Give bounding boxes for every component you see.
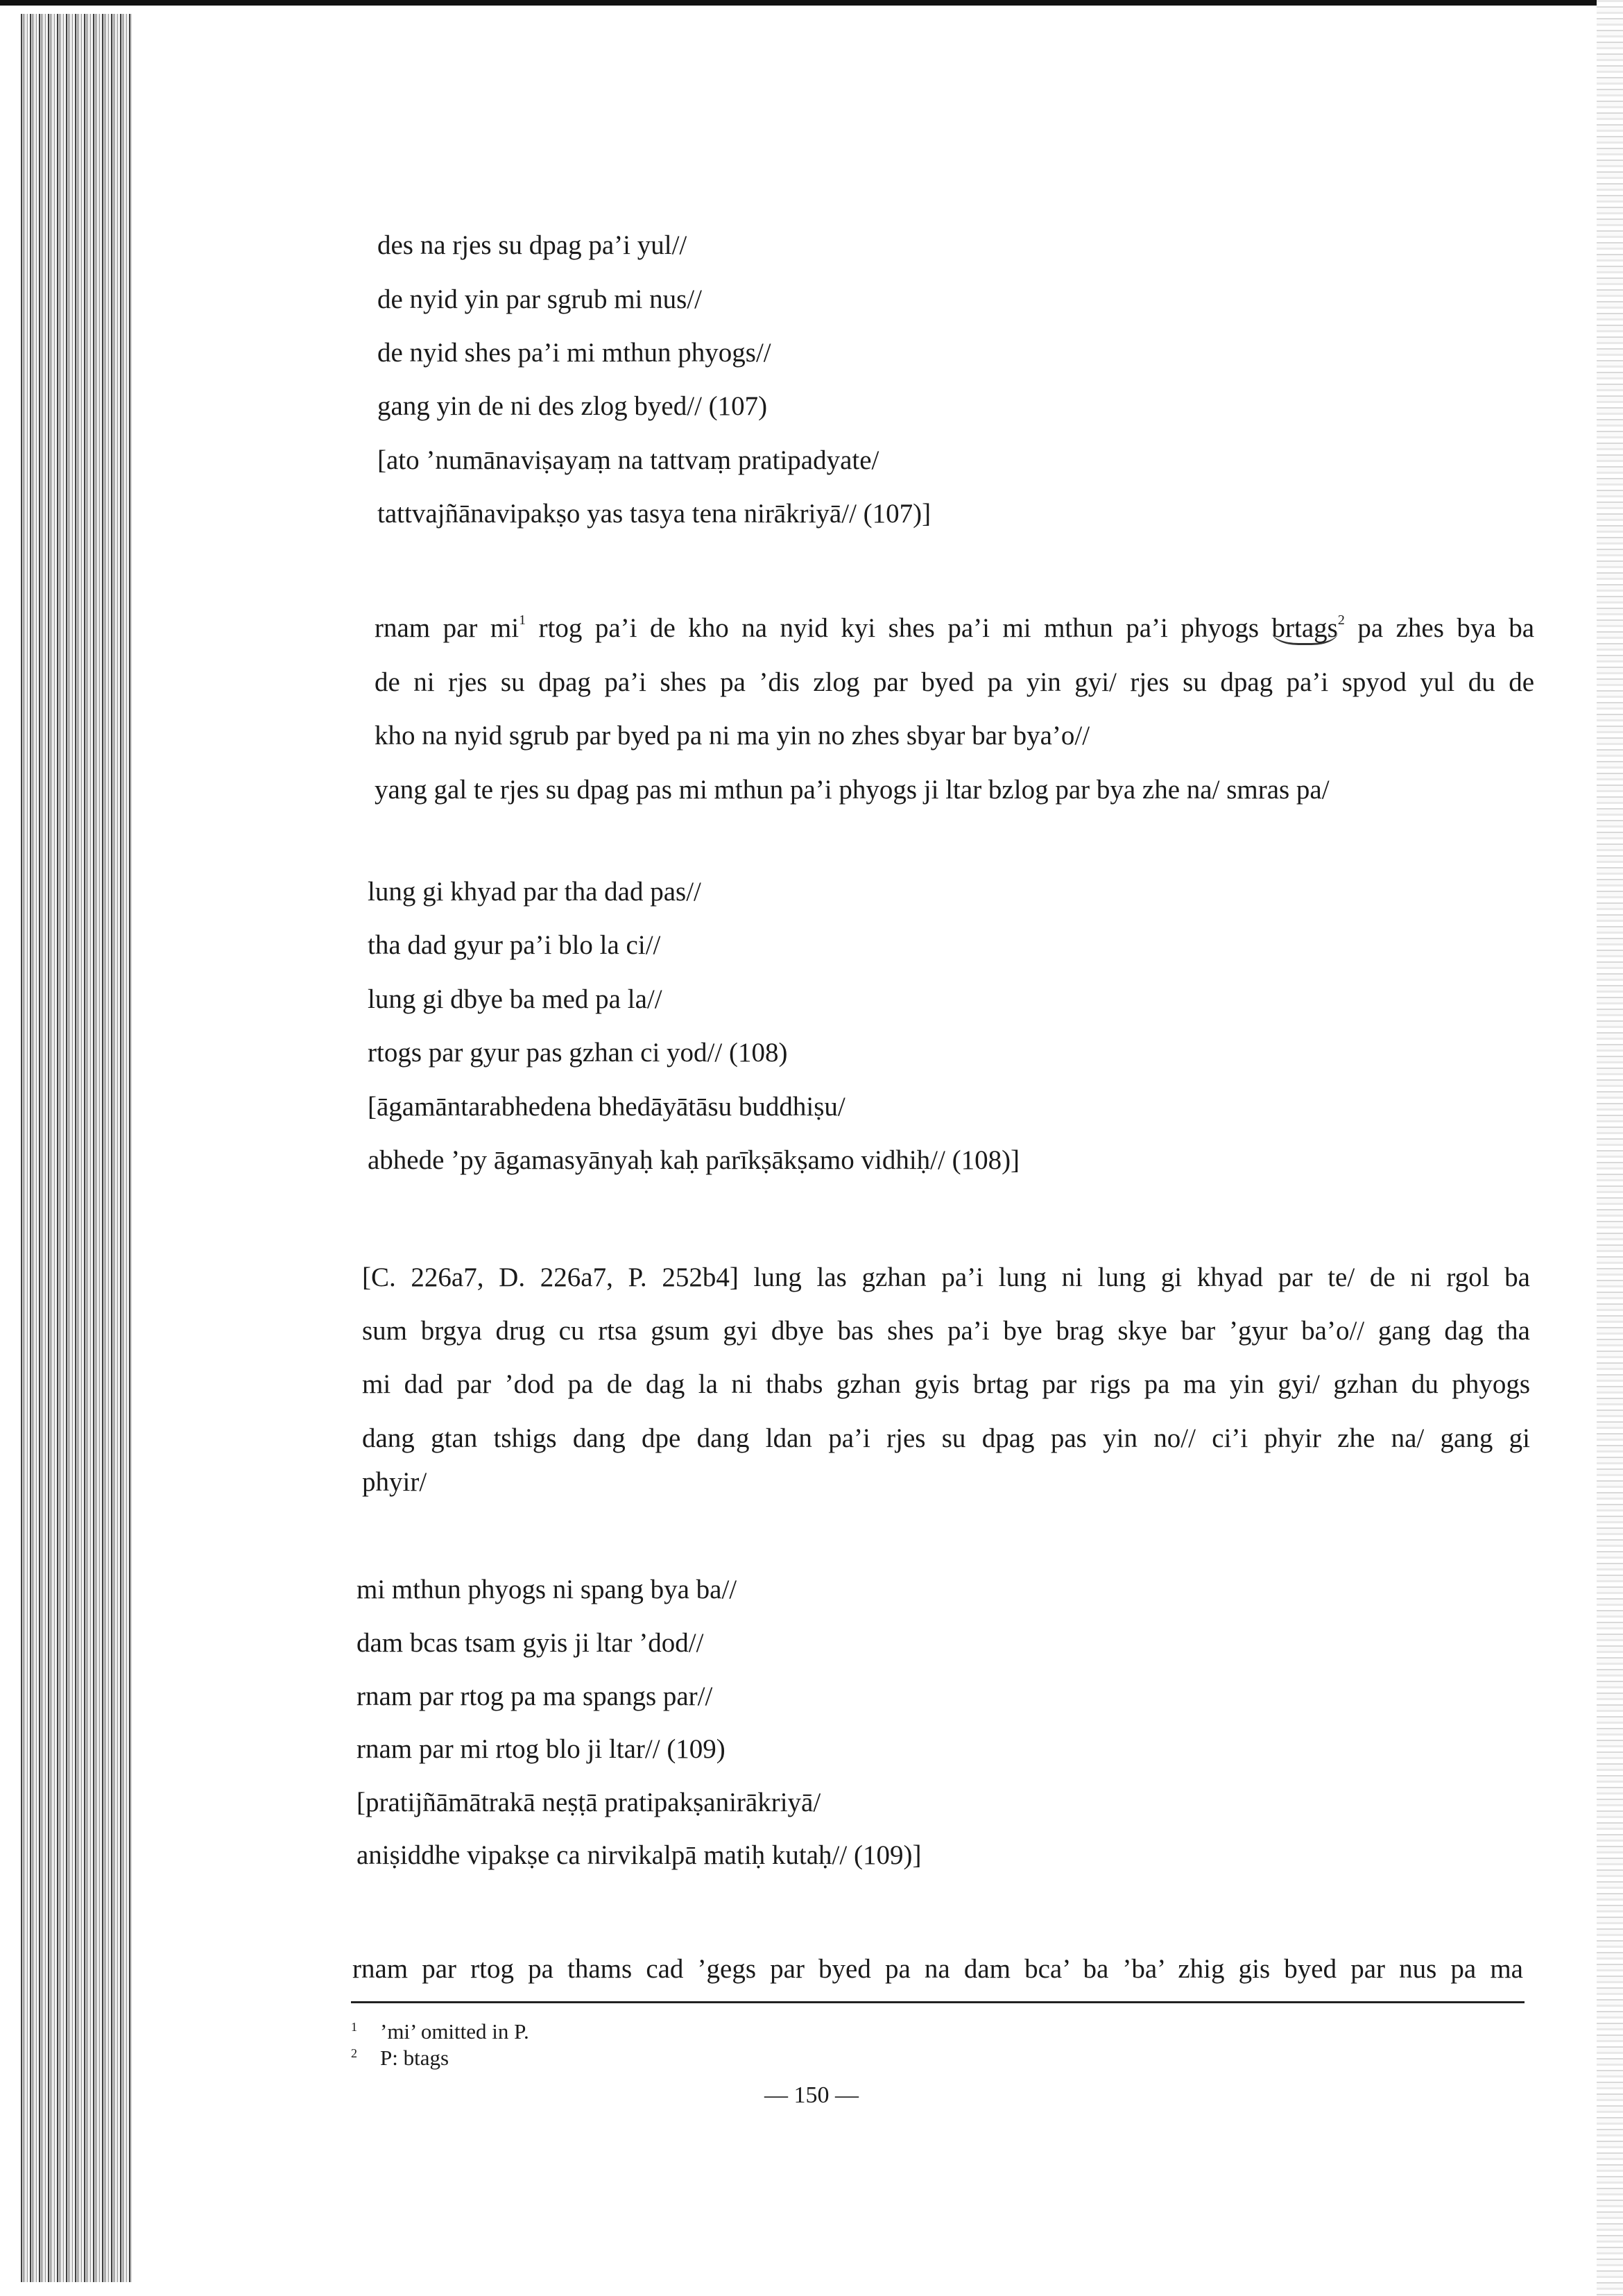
scan-top-edge xyxy=(0,0,1623,6)
verse-line: abhede ’py āgamasyānyaḥ kaḥ parīkṣākṣamo vidhiḥ// (108)] xyxy=(368,1145,1020,1175)
verse-line: [āgamāntarabhedena bhedāyātāsu buddhiṣu/ xyxy=(368,1092,845,1122)
footnote-rule xyxy=(351,2001,1525,2003)
commentary-line: kho na nyid sgrub par byed pa ni ma yin no zhes sbyar bar bya’o// xyxy=(375,721,1090,751)
footnote-mark: 2 xyxy=(351,2046,357,2060)
verse-line: [ato ’numānaviṣayaṃ na tattvaṃ pratipadyate/ xyxy=(377,445,879,475)
commentary-line: sum brgya drug cu rtsa gsum gyi dbye bas shes pa’i bye brag skye bar ’gyur ba’o// gang dag tha xyxy=(362,1316,1530,1346)
footnote-text: ’mi’ omitted in P. xyxy=(380,2019,529,2044)
scan-right-edge xyxy=(1597,0,1623,2296)
commentary-line: [C. 226a7, D. 226a7, P. 252b4] lung las gzhan pa’i lung ni lung gi khyad par te/ de ni rgol ba xyxy=(362,1262,1530,1292)
verse-line: de nyid shes pa’i mi mthun phyogs// xyxy=(377,338,771,368)
verse-line: tha dad gyur pa’i blo la ci// xyxy=(368,930,661,960)
verse-line: lung gi khyad par tha dad pas// xyxy=(368,877,701,907)
commentary-line: phyir/ xyxy=(362,1467,427,1497)
verse-line: rnam par mi rtog blo ji ltar// (109) xyxy=(357,1734,725,1764)
commentary-line: dang gtan tshigs dang dpe dang ldan pa’i rjes su dpag pas yin no// ci’i phyir zhe na/ gang gi xyxy=(362,1423,1530,1453)
verse-line: rtogs par gyur pas gzhan ci yod// (108) xyxy=(368,1038,788,1068)
footnote-text: P: btags xyxy=(380,2046,449,2070)
verse-line: dam bcas tsam gyis ji ltar ’dod// xyxy=(357,1628,704,1658)
commentary-line: rnam par rtog pa thams cad ’gegs par byed pa na dam bca’ ba ’ba’ zhig gis byed par nus pa ma xyxy=(352,1954,1523,1984)
verse-line: rnam par rtog pa ma spangs par// xyxy=(357,1681,713,1711)
verse-line: aniṣiddhe vipakṣe ca nirvikalpā matiḥ kutaḥ// (109)] xyxy=(357,1840,922,1870)
commentary-line: de ni rjes su dpag pa’i shes pa ’dis zlog par byed pa yin gyi/ rjes su dpag pa’i spyod yul du de xyxy=(375,667,1534,697)
commentary-line: yang gal te rjes su dpag pas mi mthun pa’i phyogs ji ltar bzlog par bya zhe na/ smras pa/ xyxy=(375,775,1330,805)
verse-line: tattvajñānavipakṣo yas tasya tena nirākriyā// (107)] xyxy=(377,499,931,529)
verse-line: des na rjes su dpag pa’i yul// xyxy=(377,230,687,260)
footnote-mark: 1 xyxy=(351,2020,357,2034)
commentary-line: rnam par $mi^1$ rtog pa’i de kho na nyid kyi shes pa’i mi mthun pa’i phyogs brtags$^2$ pa zhes bya ba xyxy=(375,612,1534,645)
verse-line: [pratijñāmātrakā neṣṭā pratipakṣanirākriyā/ xyxy=(357,1788,821,1817)
verse-line: gang yin de ni des zlog byed// (107) xyxy=(377,391,768,421)
footnote-ref: 1 xyxy=(519,612,526,628)
page-number: — 150 — xyxy=(764,2082,859,2108)
verse-line: mi mthun phyogs ni spang bya ba// xyxy=(357,1575,737,1604)
commentary-line: mi dad par ’dod pa de dag la ni thabs gzhan gyis brtag par rigs pa ma yin gyi/ gzhan du phyogs xyxy=(362,1369,1530,1399)
footnote-ref: 2 xyxy=(1337,612,1345,628)
scan-binding-shadow xyxy=(21,14,132,2282)
verse-line: lung gi dbye ba med pa la// xyxy=(368,984,662,1014)
verse-line: de nyid yin par sgrub mi nus// xyxy=(377,284,702,314)
